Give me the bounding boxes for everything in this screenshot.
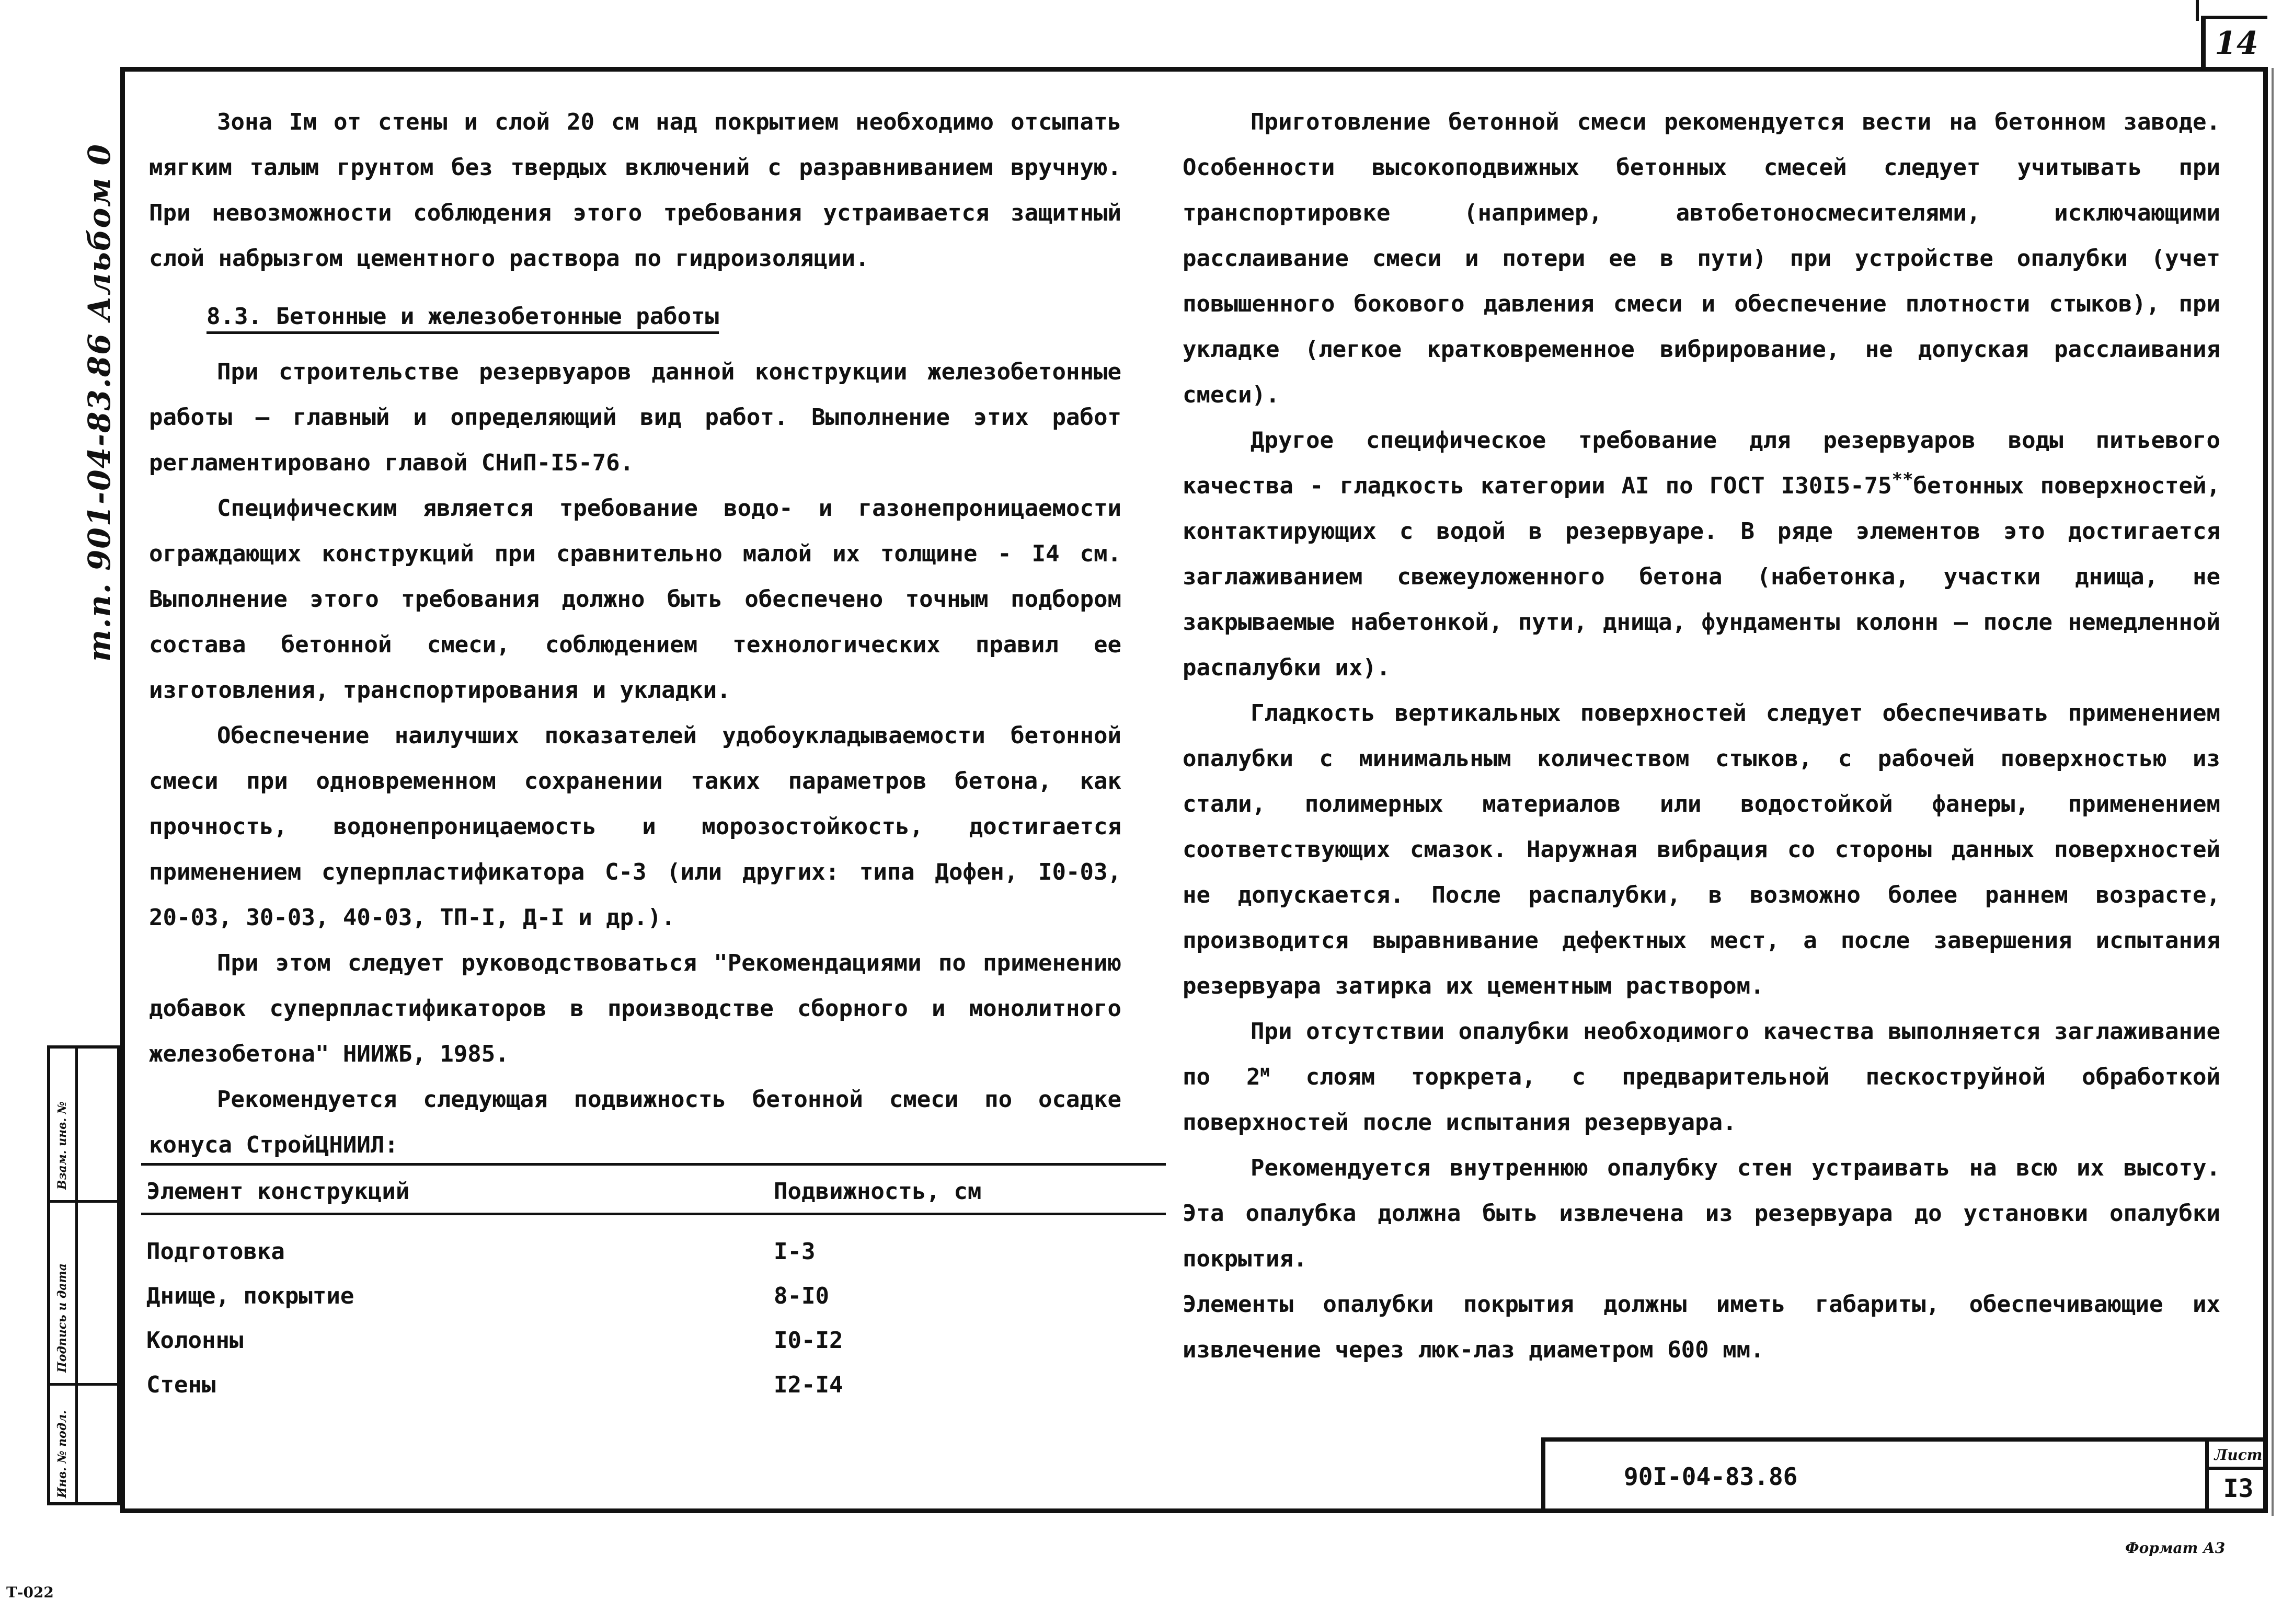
right-column xyxy=(1183,99,2220,1373)
right-paragraph-4-sup: м xyxy=(1260,1062,1270,1081)
table-header-mobility: Подвижность, см xyxy=(774,1178,982,1205)
right-paragraph-5: Рекомендуется внутреннюю опалубку стен устраивать на всю их высоту. Эта опалубка должна быть извлечена из резервуара до установки опалубки покрытия. xyxy=(1183,1155,2220,1272)
right-paragraph-2b: бетонных поверхностей, контактирующих с водой в резервуаре. В ряде элементов это достигается заглаживанием свежеуложенного бетона (набетонка, участки днища, не закрываемые набетонкой, пути, днища, фундаменты колонн – после немедленной распалубки их). xyxy=(1183,473,2220,681)
document-code: 90I-04-83.86 xyxy=(1624,1462,1798,1491)
table-row-label: Колонны xyxy=(146,1327,244,1354)
page-tab: 14 xyxy=(2201,16,2267,68)
side-stamp-row-line xyxy=(50,1383,117,1386)
table-header-element: Элемент конструкций xyxy=(146,1178,410,1205)
right-edge-line xyxy=(2272,68,2274,1516)
left-paragraph-5: При этом следует руководствоваться "Рекомендациями по применению добавок суперпластификаторов в производстве сборного и монолитного железобетона" НИИЖБ, 1985. xyxy=(149,950,1121,1067)
left-column xyxy=(149,99,1121,281)
right-paragraph-1: Приготовление бетонной смеси рекомендуется вести на бетонном заводе. Особенности высокоподвижных бетонных смесей следует учитывать при транспортировке (например, автобетоносмесителями, исключающими расслаивание смеси и потери ее в пути) при устройстве опалубки (учет повышенного бокового давления смеси и обеспечение плотности стыков), при укладке (легкое кратковременное вибрирование, не допуская расслаивания смеси). xyxy=(1183,109,2220,408)
left-column-body xyxy=(149,349,1121,1168)
right-paragraph-6: Элементы опалубки покрытия должны иметь габариты, обеспечивающие их извлечение через люк-лаз диаметром 600 мм. xyxy=(1183,1291,2220,1363)
right-paragraph-2a: Другое специфическое требование для резервуаров воды питьевого качества - гладкость категории АI по ГОСТ I30I5-75 xyxy=(1183,427,2220,499)
sheet-number: I3 xyxy=(2223,1474,2254,1503)
right-paragraph-3: Гладкость вертикальных поверхностей следует обеспечивать применением опалубки с минимальным количеством стыков, с рабочей поверхностью из стали, полимерных материалов или водостойкой фанеры, применением соответствующих смазок. Наружная вибрация со стороны данных поверхностей не допускается. После распалубки, в возможно более раннем возрасте, производится выравнивание дефектных мест, а после завершения испытания резервуара затирка их цементным раствором. xyxy=(1183,700,2220,999)
table-row-value: 8-I0 xyxy=(774,1283,829,1309)
sheet-label: Лист xyxy=(2209,1444,2268,1470)
right-paragraph-2 xyxy=(1183,418,2220,690)
title-block xyxy=(1541,1437,2268,1513)
left-paragraph-4: Обеспечение наилучших показателей удобоукладываемости бетонной смеси при одновременном сохранении таких параметров бетона, как прочность, водонепроницаемость и морозостойкость, достигается применением суперпластификатора С-3 (или других: типа Дофен, I0-03, 20-03, 30-03, 40-03, ТП-I, Д-I и др.). xyxy=(149,722,1121,931)
top-border-tick xyxy=(2196,0,2199,21)
table-row-label: Днище, покрытие xyxy=(146,1283,354,1309)
side-stamp-label-inv: Инв. № подл. xyxy=(55,1410,69,1498)
right-paragraph-4a: При отсутствии опалубки необходимого качества выполняется заглаживание по 2 xyxy=(1183,1018,2220,1090)
left-paragraph-2: При строительстве резервуаров данной конструкции железобетонные работы — главный и определяющий вид работ. Выполнение этих работ регламентировано главой СНиП-I5-76. xyxy=(149,359,1121,476)
right-paragraph-4 xyxy=(1183,1009,2220,1145)
side-stamp-label-sign: Подпись и дата xyxy=(55,1263,69,1373)
format-label: Формат А3 xyxy=(2125,1539,2226,1557)
side-stamp-divider xyxy=(75,1049,78,1502)
table-row-label: Стены xyxy=(146,1372,216,1398)
table-row-value: I2-I4 xyxy=(774,1372,843,1398)
spine-text: т.п. 901-04-83.86 Альбом 0 xyxy=(82,143,117,662)
table-header-rule xyxy=(141,1213,1166,1215)
left-paragraph-1: Зона Iм от стены и слой 20 см над покрытием необходимо отсыпать мягким талым грунтом без твердых включений с разравниванием вручную. При невозможности соблюдения этого требования устраивается защитный слой набрызгом цементного раствора по гидроизоляции. xyxy=(149,109,1121,272)
side-stamp-row-line xyxy=(50,1200,117,1203)
form-code: Т-022 xyxy=(6,1584,54,1601)
right-paragraph-4b: слоям торкрета, с предварительной пескоструйной обработкой поверхностей после испытания резервуара. xyxy=(1183,1064,2220,1136)
table-row-label: Подготовка xyxy=(146,1238,285,1265)
right-paragraph-2-sup: ** xyxy=(1891,469,1913,490)
section-title: 8.3. Бетонные и железобетонные работы xyxy=(207,303,719,330)
left-paragraph-3: Специфическим является требование водо- и газонепроницаемости ограждающих конструкций при сравнительно малой их толщине - I4 см. Выполнение этого требования должно быть обеспечено точным подбором состава бетонной смеси, соблюдением технологических правил ее изготовления, транспортирования и укладки. xyxy=(149,495,1121,704)
table-row-value: I0-I2 xyxy=(774,1327,843,1354)
side-stamp xyxy=(47,1045,120,1505)
table-row-value: I-3 xyxy=(774,1238,816,1265)
side-stamp-label-replace: Взам. инв. № xyxy=(55,1101,69,1190)
left-paragraph-6: Рекомендуется следующая подвижность бетонной смеси по осадке конуса СтройЦНИИЛ: xyxy=(149,1086,1121,1158)
spine-label xyxy=(78,143,120,662)
sheet-cell xyxy=(2205,1442,2268,1513)
table-top-rule xyxy=(141,1163,1166,1166)
